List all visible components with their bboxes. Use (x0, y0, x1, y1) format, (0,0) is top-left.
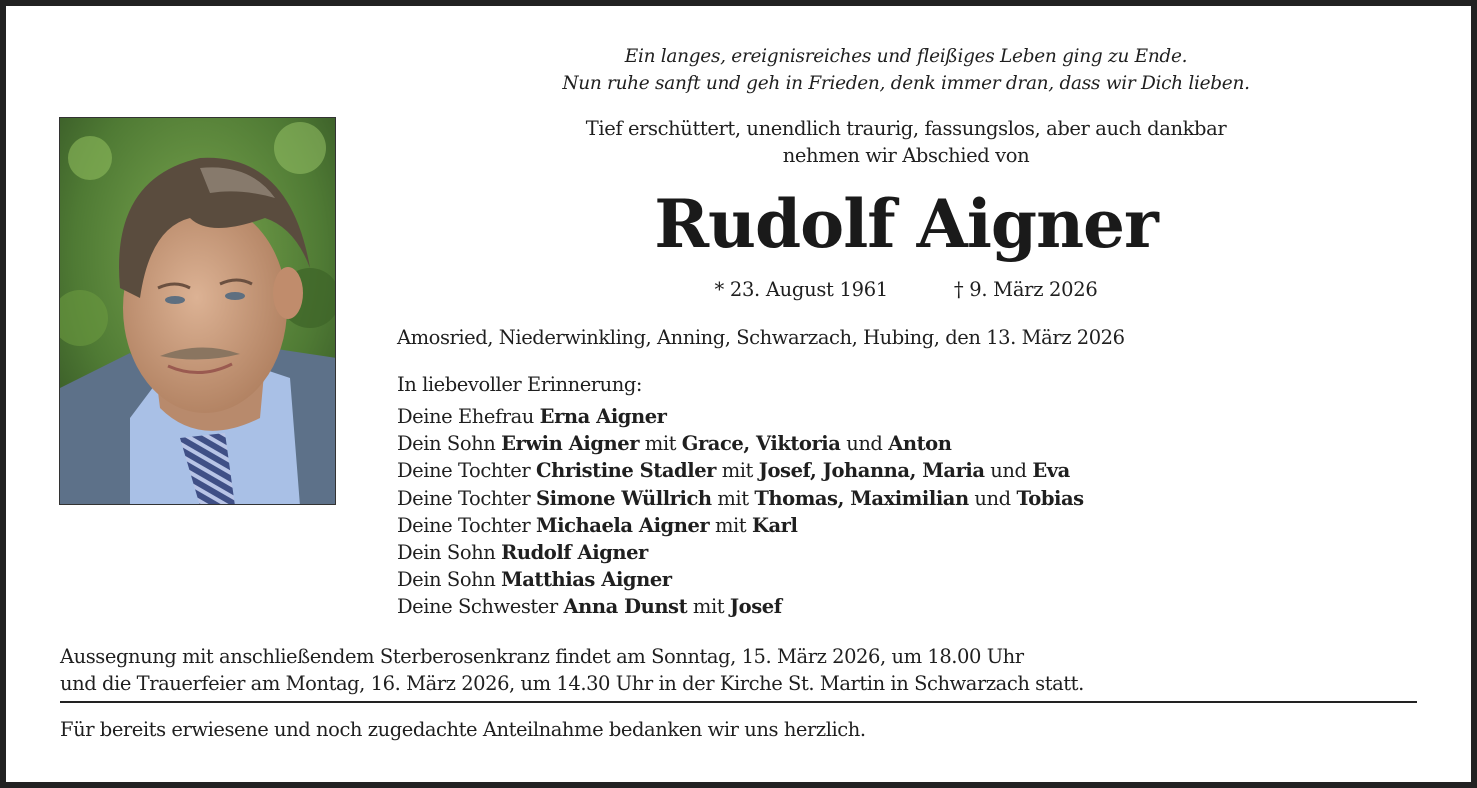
mourner-relation: Deine Ehefrau (397, 405, 540, 428)
death-date: † 9. März 2026 (953, 278, 1098, 301)
mourner-name: Erna Aigner (539, 405, 667, 428)
deceased-name-text: Rudolf Aigner (654, 185, 1158, 263)
mourner-relation: Dein Sohn (397, 432, 502, 456)
intro-line-2: nehmen wir Abschied von (782, 144, 1030, 167)
mourner-name: Karl (751, 513, 798, 537)
mourner-relation: mit (687, 595, 730, 619)
poem-line-1: Ein langes, ereignisreiches und fleißiges Leben ging zu Ende. (624, 46, 1188, 67)
mourner-name: Matthias Aigner (501, 568, 672, 592)
mourner-row (397, 457, 1084, 484)
thanks-note: Für bereits erwiesene und noch zugedachte Anteilnahme bedanken wir uns herzlich. (60, 718, 866, 741)
mourner-relation: Dein Sohn (397, 541, 502, 565)
portrait-image (60, 118, 336, 505)
divider (60, 701, 1417, 703)
mourner-name: Tobias (1016, 486, 1084, 510)
mourner-name: Michaela Aigner (536, 513, 710, 537)
mourner-name: Eva (1032, 459, 1070, 483)
mourner-relation: mit (709, 513, 752, 537)
poem (506, 43, 1306, 97)
portrait-photo (59, 117, 336, 505)
mourner-name: Thomas, Maximilian (754, 486, 969, 510)
mourner-relation: und (984, 459, 1033, 483)
mourner-row (397, 430, 1084, 457)
mourner-relation: und (968, 486, 1017, 510)
service-line-2: und die Trauerfeier am Montag, 16. März 2026, um 14.30 Uhr in der Kirche St. Martin in Schwarzach statt. (60, 672, 1084, 696)
mourner-row (397, 539, 1084, 566)
mourner-relation: Deine Tochter (397, 459, 537, 483)
mourner-row (397, 485, 1084, 512)
mourner-name: Josef, Johanna, Maria (758, 459, 985, 483)
mourner-row (397, 593, 1084, 620)
mourner-name: Josef (729, 595, 782, 619)
mourner-row (397, 403, 1084, 430)
mourner-row (397, 512, 1084, 539)
mourner-relation: mit (715, 459, 759, 483)
intro-text (506, 115, 1306, 169)
deceased-name (506, 184, 1306, 264)
mourner-row (397, 566, 1084, 593)
mourner-relation: mit (639, 432, 682, 456)
place-and-date: Amosried, Niederwinkling, Anning, Schwarzach, Hubing, den 13. März 2026 (397, 326, 1125, 349)
mourner-relation: und (840, 432, 889, 456)
mourner-name: Grace, Viktoria (681, 432, 841, 456)
mourner-relation: Deine Tochter (397, 513, 537, 537)
birth-date: * 23. August 1961 (714, 278, 888, 301)
mourner-name: Rudolf Aigner (501, 541, 648, 565)
memory-heading: In liebevoller Erinnerung: (397, 373, 643, 396)
mourner-relation: Dein Sohn (397, 568, 502, 592)
mourner-relation: Deine Schwester (397, 595, 564, 619)
intro-line-1: Tief erschüttert, unendlich traurig, fassungslos, aber auch dankbar (585, 117, 1227, 140)
mourner-name: Anna Dunst (563, 595, 688, 619)
mourner-name: Christine Stadler (536, 459, 716, 483)
poem-line-2: Nun ruhe sanft und geh in Frieden, denk immer dran, dass wir Dich lieben. (562, 73, 1250, 94)
mourner-relation: Deine Tochter (397, 486, 537, 510)
mourner-name: Simone Wüllrich (536, 486, 712, 510)
mourner-name: Anton (888, 432, 952, 456)
obituary-notice (6, 6, 1471, 782)
service-info (60, 643, 1084, 697)
service-line-1: Aussegnung mit anschließendem Sterberosenkranz findet am Sonntag, 15. März 2026, um 18.00 Uhr (60, 645, 1024, 668)
mourner-relation: mit (711, 486, 755, 510)
mourners-list (397, 403, 1084, 621)
life-dates (506, 276, 1306, 303)
mourner-name: Erwin Aigner (501, 432, 640, 456)
